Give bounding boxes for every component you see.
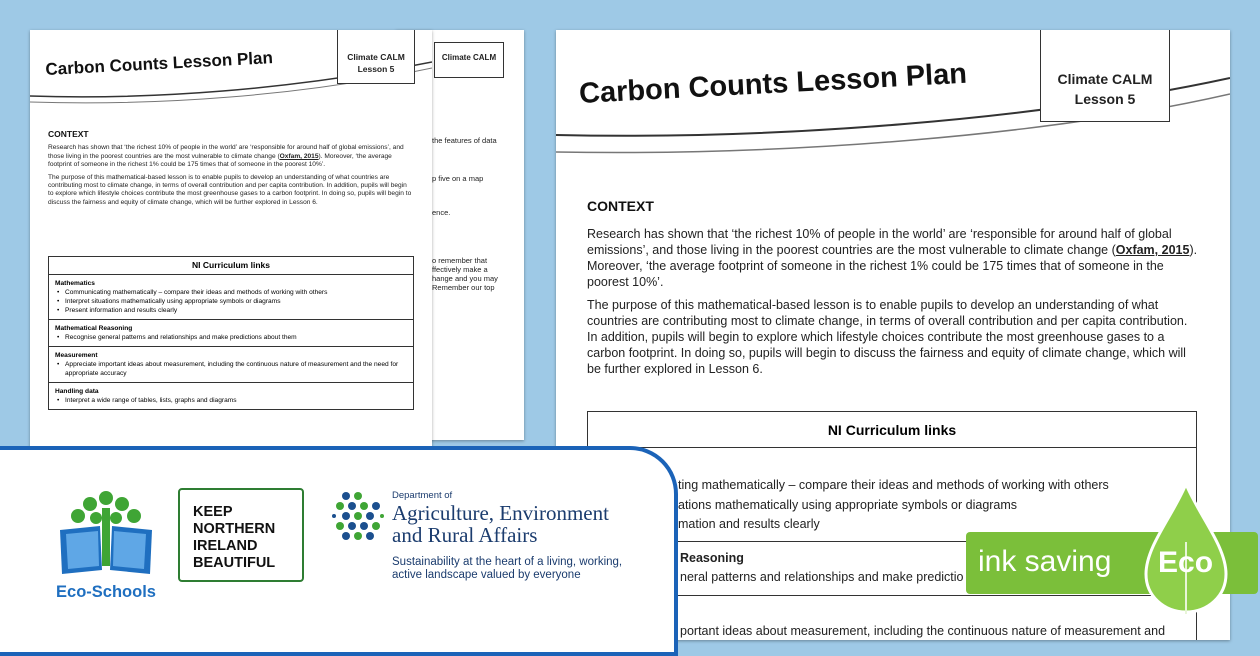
oxfam-link[interactable]: Oxfam, 2015 bbox=[279, 152, 319, 160]
back-page-fragments: the features of data p five on a map ence. o remember that ffectively make a hange and you may Remember our top bbox=[432, 136, 498, 292]
context-heading: CONTEXT bbox=[48, 129, 89, 139]
curriculum-table-large bbox=[587, 411, 1197, 640]
context-paragraph-1: Research has shown that ‘the richest 10% of people in the world’ are ‘responsible for around half of global emissions’, and those living in the poorest countries are the most vulnerable to climate change (Oxfam, 2015). Moreover, ‘the average footprint of someone in the richest 1% could be 175 times that of someone in the poorest 10%’. bbox=[48, 144, 404, 169]
right-page-bullets: ting mathematically – compare their ideas and methods of working with others ations mathematically using appropriate symbols or diagrams mation and results clearly bbox=[678, 478, 1109, 531]
context-paragraph-2: The purpose of this mathematical-based lesson is to enable pupils to develop an understanding of what countries are contributing most to climate change, in terms of overall contribution and per capita contribution. In addition, pupils will begin to explore which lifestyle choices contribute the most greenhouse gases to a carbon footprint. In doing so, pupils will begin to discuss the fairness and equity of climate change, which will be further explored in Lesson 6. bbox=[48, 173, 412, 206]
daera-logo bbox=[332, 488, 632, 588]
tree-book-icon bbox=[56, 486, 156, 576]
curriculum-heading-large: NI Curriculum links bbox=[588, 412, 1196, 448]
ink-saving-label: ink saving bbox=[978, 545, 1112, 578]
hexagon-cluster-icon bbox=[332, 490, 384, 546]
curriculum-table bbox=[48, 256, 414, 410]
context-paragraph-2-large: The purpose of this mathematical-based lesson is to enable pupils to develop an understanding of what countries are contributing most to climate change, in terms of overall contribution and per capita contribution. In addition, pupils will begin to explore which lifestyle choices contribute the most greenhouse gases to a carbon footprint. In doing so, pupils will begin to discuss the fairness and equity of climate change, which will be further explored in Lesson 6. bbox=[587, 298, 1188, 376]
section-mathematical-reasoning: Mathematical Reasoning • Recognise general patterns and relationships and make predictions about them bbox=[49, 320, 414, 347]
logos-panel bbox=[0, 446, 678, 656]
daera-tagline: Sustainability at the heart of a living, working, active landscape valued by everyone bbox=[392, 556, 623, 581]
oxfam-link-large[interactable]: Oxfam, 2015 bbox=[1115, 243, 1190, 257]
section-handling-data: Handling data • Interpret a wide range of tables, lists, graphs and diagrams bbox=[49, 383, 414, 410]
keep-ni-beautiful-logo: KEEP NORTHERN IRELAND BEAUTIFUL bbox=[178, 488, 304, 582]
right-page-reasoning: Reasoning neral patterns and relationships and make predictio bbox=[680, 551, 964, 584]
daera-dept: Department of bbox=[392, 490, 453, 501]
context-paragraph-1-large: Research has shown that ‘the richest 10% of people in the world’ are ‘responsible for around half of global emissions’, and those living in the poorest countries are the most vulnerable to climate change (Oxfam, 2015). Moreover, ‘the average footprint of someone in the richest 1% could be 175 times that of someone in the poorest 10%’. bbox=[587, 227, 1198, 289]
eco-schools-label: Eco-Schools bbox=[56, 583, 156, 601]
eco-schools-logo bbox=[56, 486, 156, 601]
context-section bbox=[48, 130, 412, 207]
section-mathematics: Mathematics • Communicating mathematically – compare their ideas and methods of working with others • Interpret situations mathematically using appropriate symbols or diagrams • Present information and results clearly bbox=[49, 275, 414, 320]
context-heading-large: CONTEXT bbox=[587, 198, 654, 214]
header-box-large: Climate CALM Lesson 5 bbox=[1040, 30, 1170, 122]
right-page-bottom-fragment: portant ideas about measurement, including the continuous nature of measurement and bbox=[680, 624, 1166, 638]
left-lesson-page bbox=[30, 30, 432, 448]
eco-label: Eco bbox=[1158, 546, 1214, 579]
section-measurement: Measurement • Appreciate important ideas about measurement, including the continuous nature of measurement and the need for appropriate accuracy bbox=[49, 347, 414, 383]
back-page-header-box: Climate CALM bbox=[434, 42, 504, 78]
page-title: Carbon Counts Lesson Plan bbox=[44, 48, 274, 80]
daera-name: Agriculture, Environment and Rural Affairs bbox=[392, 501, 609, 547]
page-title-large: Carbon Counts Lesson Plan bbox=[578, 57, 968, 111]
curriculum-heading: NI Curriculum links bbox=[49, 257, 414, 275]
context-section-large bbox=[587, 198, 1199, 377]
header-box: Climate CALM Lesson 5 bbox=[337, 30, 415, 84]
